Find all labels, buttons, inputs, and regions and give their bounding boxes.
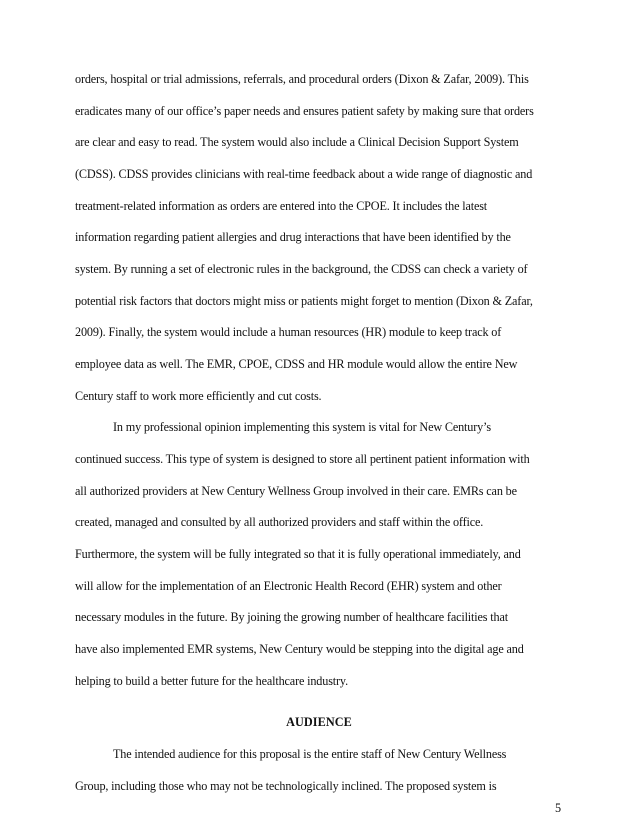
text-line: information regarding patient allergies and drug interactions that have been identified by the — [75, 230, 511, 244]
text-line: will allow for the implementation of an Electronic Health Record (EHR) system and other — [75, 579, 502, 593]
text-line: created, managed and consulted by all authorized providers and staff within the office. — [75, 515, 484, 529]
text-line: (CDSS). CDSS provides clinicians with real-time feedback about a wide range of diagnostic and — [75, 167, 533, 181]
text-line: employee data as well. The EMR, CPOE, CDSS and HR module would allow the entire New — [75, 357, 518, 371]
text-line: 2009). Finally, the system would include a human resources (HR) module to keep track of — [75, 325, 502, 339]
text-line: Furthermore, the system will be fully integrated so that it is fully operational immediately, and — [75, 547, 521, 561]
text-line: all authorized providers at New Century Wellness Group involved in their care. EMRs can be — [75, 484, 517, 498]
text-line: eradicates many of our office’s paper needs and ensures patient safety by making sure that orders — [75, 104, 534, 118]
text-line: orders, hospital or trial admissions, referrals, and procedural orders (Dixon & Zafar, 2009). This — [75, 72, 529, 86]
page-number: 5 — [555, 801, 562, 815]
text-line: treatment-related information as orders are entered into the CPOE. It includes the latest — [75, 199, 488, 213]
text-line: continued success. This type of system is designed to store all pertinent patient information with — [75, 452, 530, 466]
text-line: helping to build a better future for the healthcare industry. — [75, 674, 348, 688]
text-line: system. By running a set of electronic rules in the background, the CDSS can check a variety of — [75, 262, 528, 276]
section-heading: AUDIENCE — [286, 715, 352, 729]
text-line: are clear and easy to read. The system would also include a Clinical Decision Support System — [75, 135, 519, 149]
text-line: The intended audience for this proposal is the entire staff of New Century Wellness — [113, 747, 507, 761]
text-line: In my professional opinion implementing this system is vital for New Century’s — [113, 420, 491, 434]
text-line: have also implemented EMR systems, New Century would be stepping into the digital age and — [75, 642, 524, 656]
text-line: necessary modules in the future. By joining the growing number of healthcare facilities that — [75, 610, 508, 624]
text-line: Group, including those who may not be technologically inclined. The proposed system is — [75, 779, 497, 793]
text-line: potential risk factors that doctors might miss or patients might forget to mention (Dixon & Zafar, — [75, 294, 533, 308]
text-line: Century staff to work more efficiently and cut costs. — [75, 389, 322, 403]
